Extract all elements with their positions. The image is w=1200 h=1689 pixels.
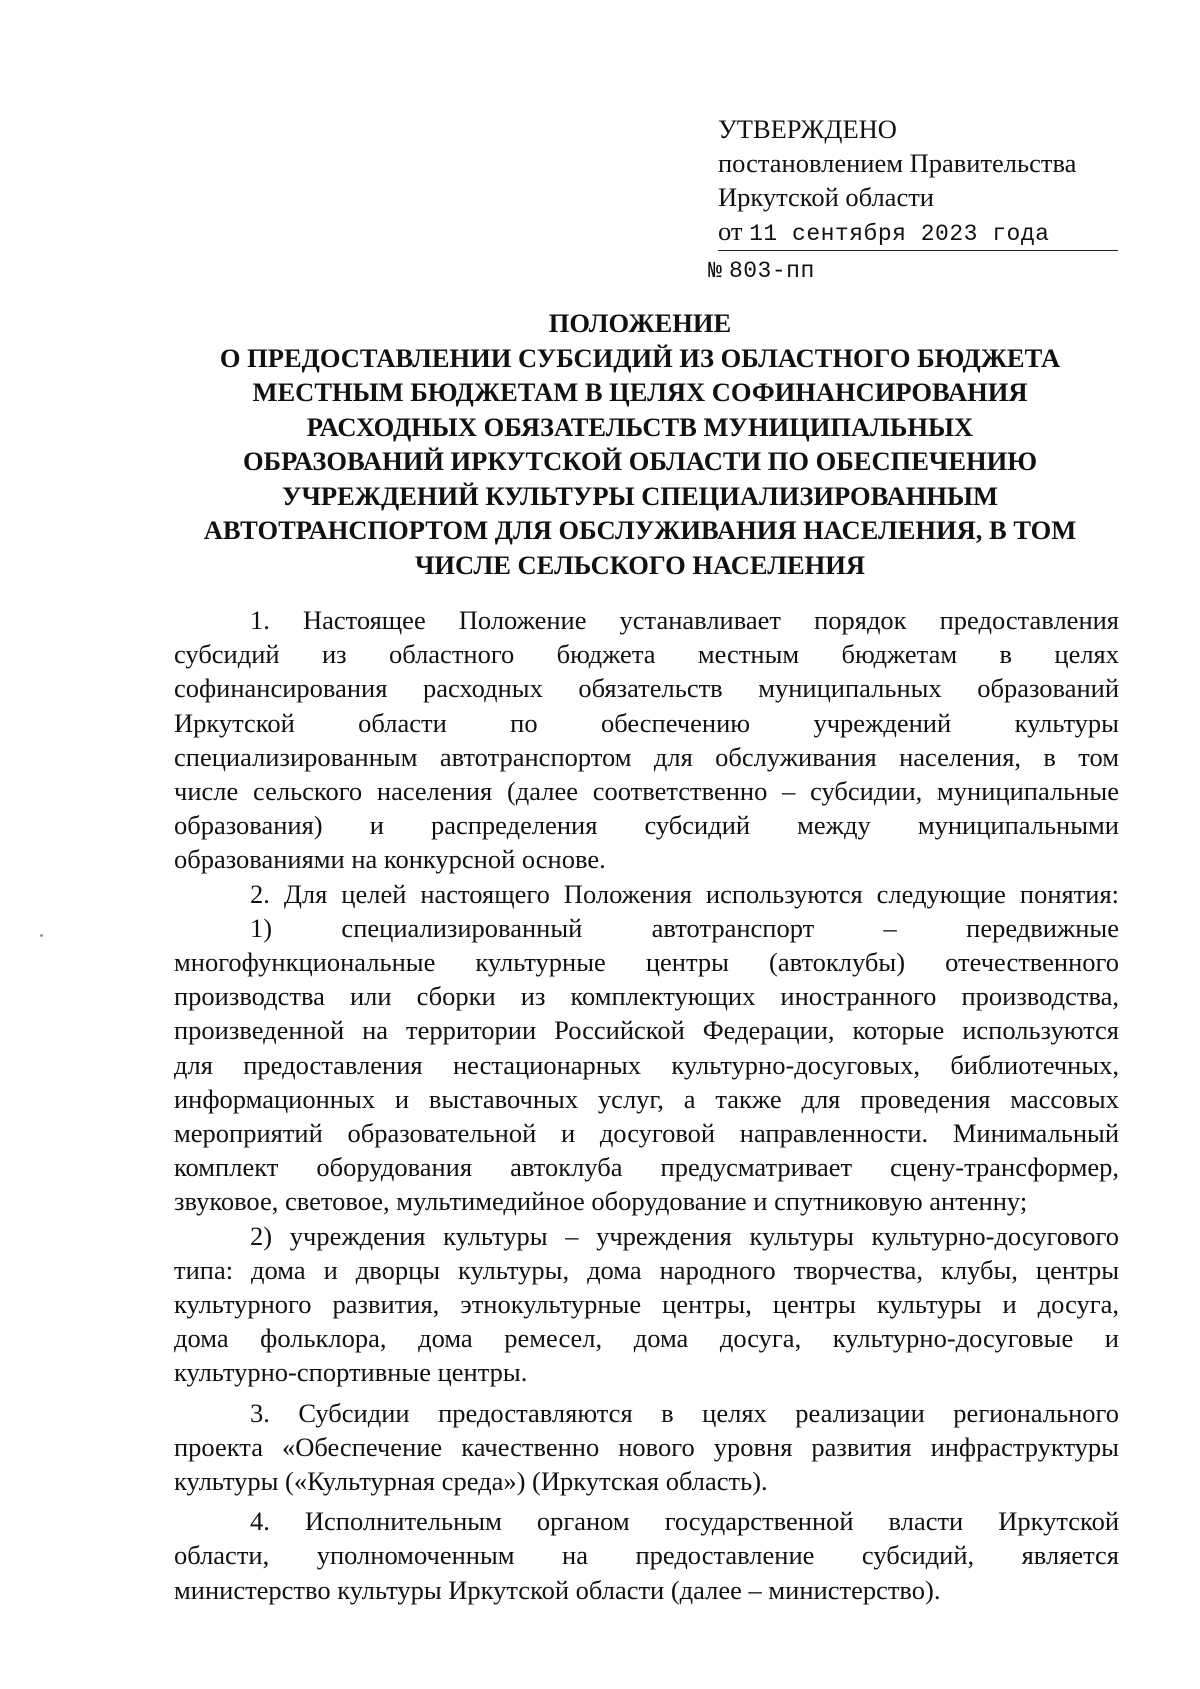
approval-line-2: Иркутской области [718,182,934,212]
approval-date-line [718,215,1118,251]
title-line: УЧРЕЖДЕНИЙ КУЛЬТУРЫ СПЕЦИАЛИЗИРОВАННЫМ [282,480,998,511]
body-line: типа: дома и дворцы культуры, дома народного творчества, клубы, центры [174,1254,1119,1285]
approval-block [708,112,1118,288]
body-line: 3. Субсидии предоставляются в целях реализации регионального [250,1397,1119,1428]
paragraph-1 [174,603,1119,877]
date-prefix: от [718,216,743,246]
body-line: культурно-спортивные центры. [174,1357,528,1388]
body-line: дома фольклора, дома ремесел, дома досуга, культурно-досуговые и [174,1323,1119,1354]
paragraph-2 [174,877,1119,911]
body-line: специализированным автотранспортом для обслуживания населения, в том [174,741,1119,772]
title-line: МЕСТНЫМ БЮДЖЕТАМ В ЦЕЛЯХ СОФИНАНСИРОВАНИЯ [252,377,1028,407]
body-line: образования) и распределения субсидий между муниципальными [174,810,1119,841]
body-line: софинансирования расходных обязательств муниципальных образований [174,673,1119,704]
paragraph-2-1 [174,911,1119,1219]
body-line: субсидий из областного бюджета местным бюджетам в целях [174,639,1119,670]
scan-dot [40,934,43,937]
body-line: 4. Исполнительным органом государственной власти Иркутской [250,1506,1119,1537]
title-line: РАСХОДНЫХ ОБЯЗАТЕЛЬСТВ МУНИЦИПАЛЬНЫХ [306,411,974,442]
body-line: культурного развития, этнокультурные центры, центры культуры и досуга, [174,1289,1119,1320]
body-line: области, уполномоченным на предоставление субсидий, является [174,1540,1119,1571]
paragraph-3 [174,1396,1119,1499]
title-line: О ПРЕДОСТАВЛЕНИИ СУБСИДИЙ ИЗ ОБЛАСТНОГО БЮДЖЕТА [219,342,1061,373]
body-line: многофункциональные культурные центры (автоклубы) отечественного [174,947,1119,978]
paragraph-4 [174,1504,1119,1607]
approval-date: 11 сентября 2023 года [749,221,1050,247]
body-line: образованиями на конкурсной основе. [174,844,606,875]
body-line: производства или сборки из комплектующих иностранного производства, [174,981,1119,1012]
title-line: ОБРАЗОВАНИЙ ИРКУТСКОЙ ОБЛАСТИ ПО ОБЕСПЕЧЕНИЮ [242,446,1038,476]
body-line: числе сельского населения (далее соответственно – субсидии, муниципальные [174,776,1119,807]
body-line: 1. Настоящее Положение устанавливает порядок предоставления [250,605,1119,635]
body-line: 2. Для целей настоящего Положения используются следующие понятия: [250,878,1119,909]
approval-number-line [708,251,1108,288]
body-line: проекта «Обеспечение качественно нового уровня развития инфраструктуры [174,1431,1119,1462]
title-line: ЧИСЛЕ СЕЛЬСКОГО НАСЕЛЕНИЯ [414,549,866,580]
body-line: министерство культуры Иркутской области (далее – министерство). [174,1574,941,1605]
approval-line-1: постановлением Правительства [718,148,1077,178]
body-line: культуры («Культурная среда») (Иркутская область). [174,1466,768,1497]
body-line: произведенной на территории Российской Федерации, которые используются [174,1015,1119,1046]
body-line: комплект оборудования автоклуба предусматривает сцену-трансформер, [174,1152,1119,1183]
paragraph-2-2 [174,1219,1119,1390]
document-title [160,306,1120,582]
body-line: 1) специализированный автотранспорт – передвижные [250,912,1119,943]
approval-heading: УТВЕРЖДЕНО [718,114,897,144]
title-line: АВТОТРАНСПОРТОМ ДЛЯ ОБСЛУЖИВАНИЯ НАСЕЛЕНИЯ, В ТОМ [203,515,1077,545]
body-line: звуковое, световое, мультимедийное оборудование и спутниковую антенну; [174,1186,1028,1217]
body-line: 2) учреждения культуры – учреждения культуры культурно-досугового [250,1220,1119,1251]
body-line: мероприятий образовательной и досуговой направленности. Минимальный [174,1118,1119,1149]
body-line: Иркутской области по обеспечению учреждений культуры [174,707,1119,738]
title-line: ПОЛОЖЕНИЕ [548,308,732,338]
number-sign: № [708,258,723,284]
body-line: для предоставления нестационарных культурно-досуговых, библиотечных, [174,1049,1119,1080]
document-body [174,603,1119,1607]
body-line: информационных и выставочных услуг, а также для проведения массовых [174,1083,1119,1114]
approval-number: 803-пп [728,258,815,284]
